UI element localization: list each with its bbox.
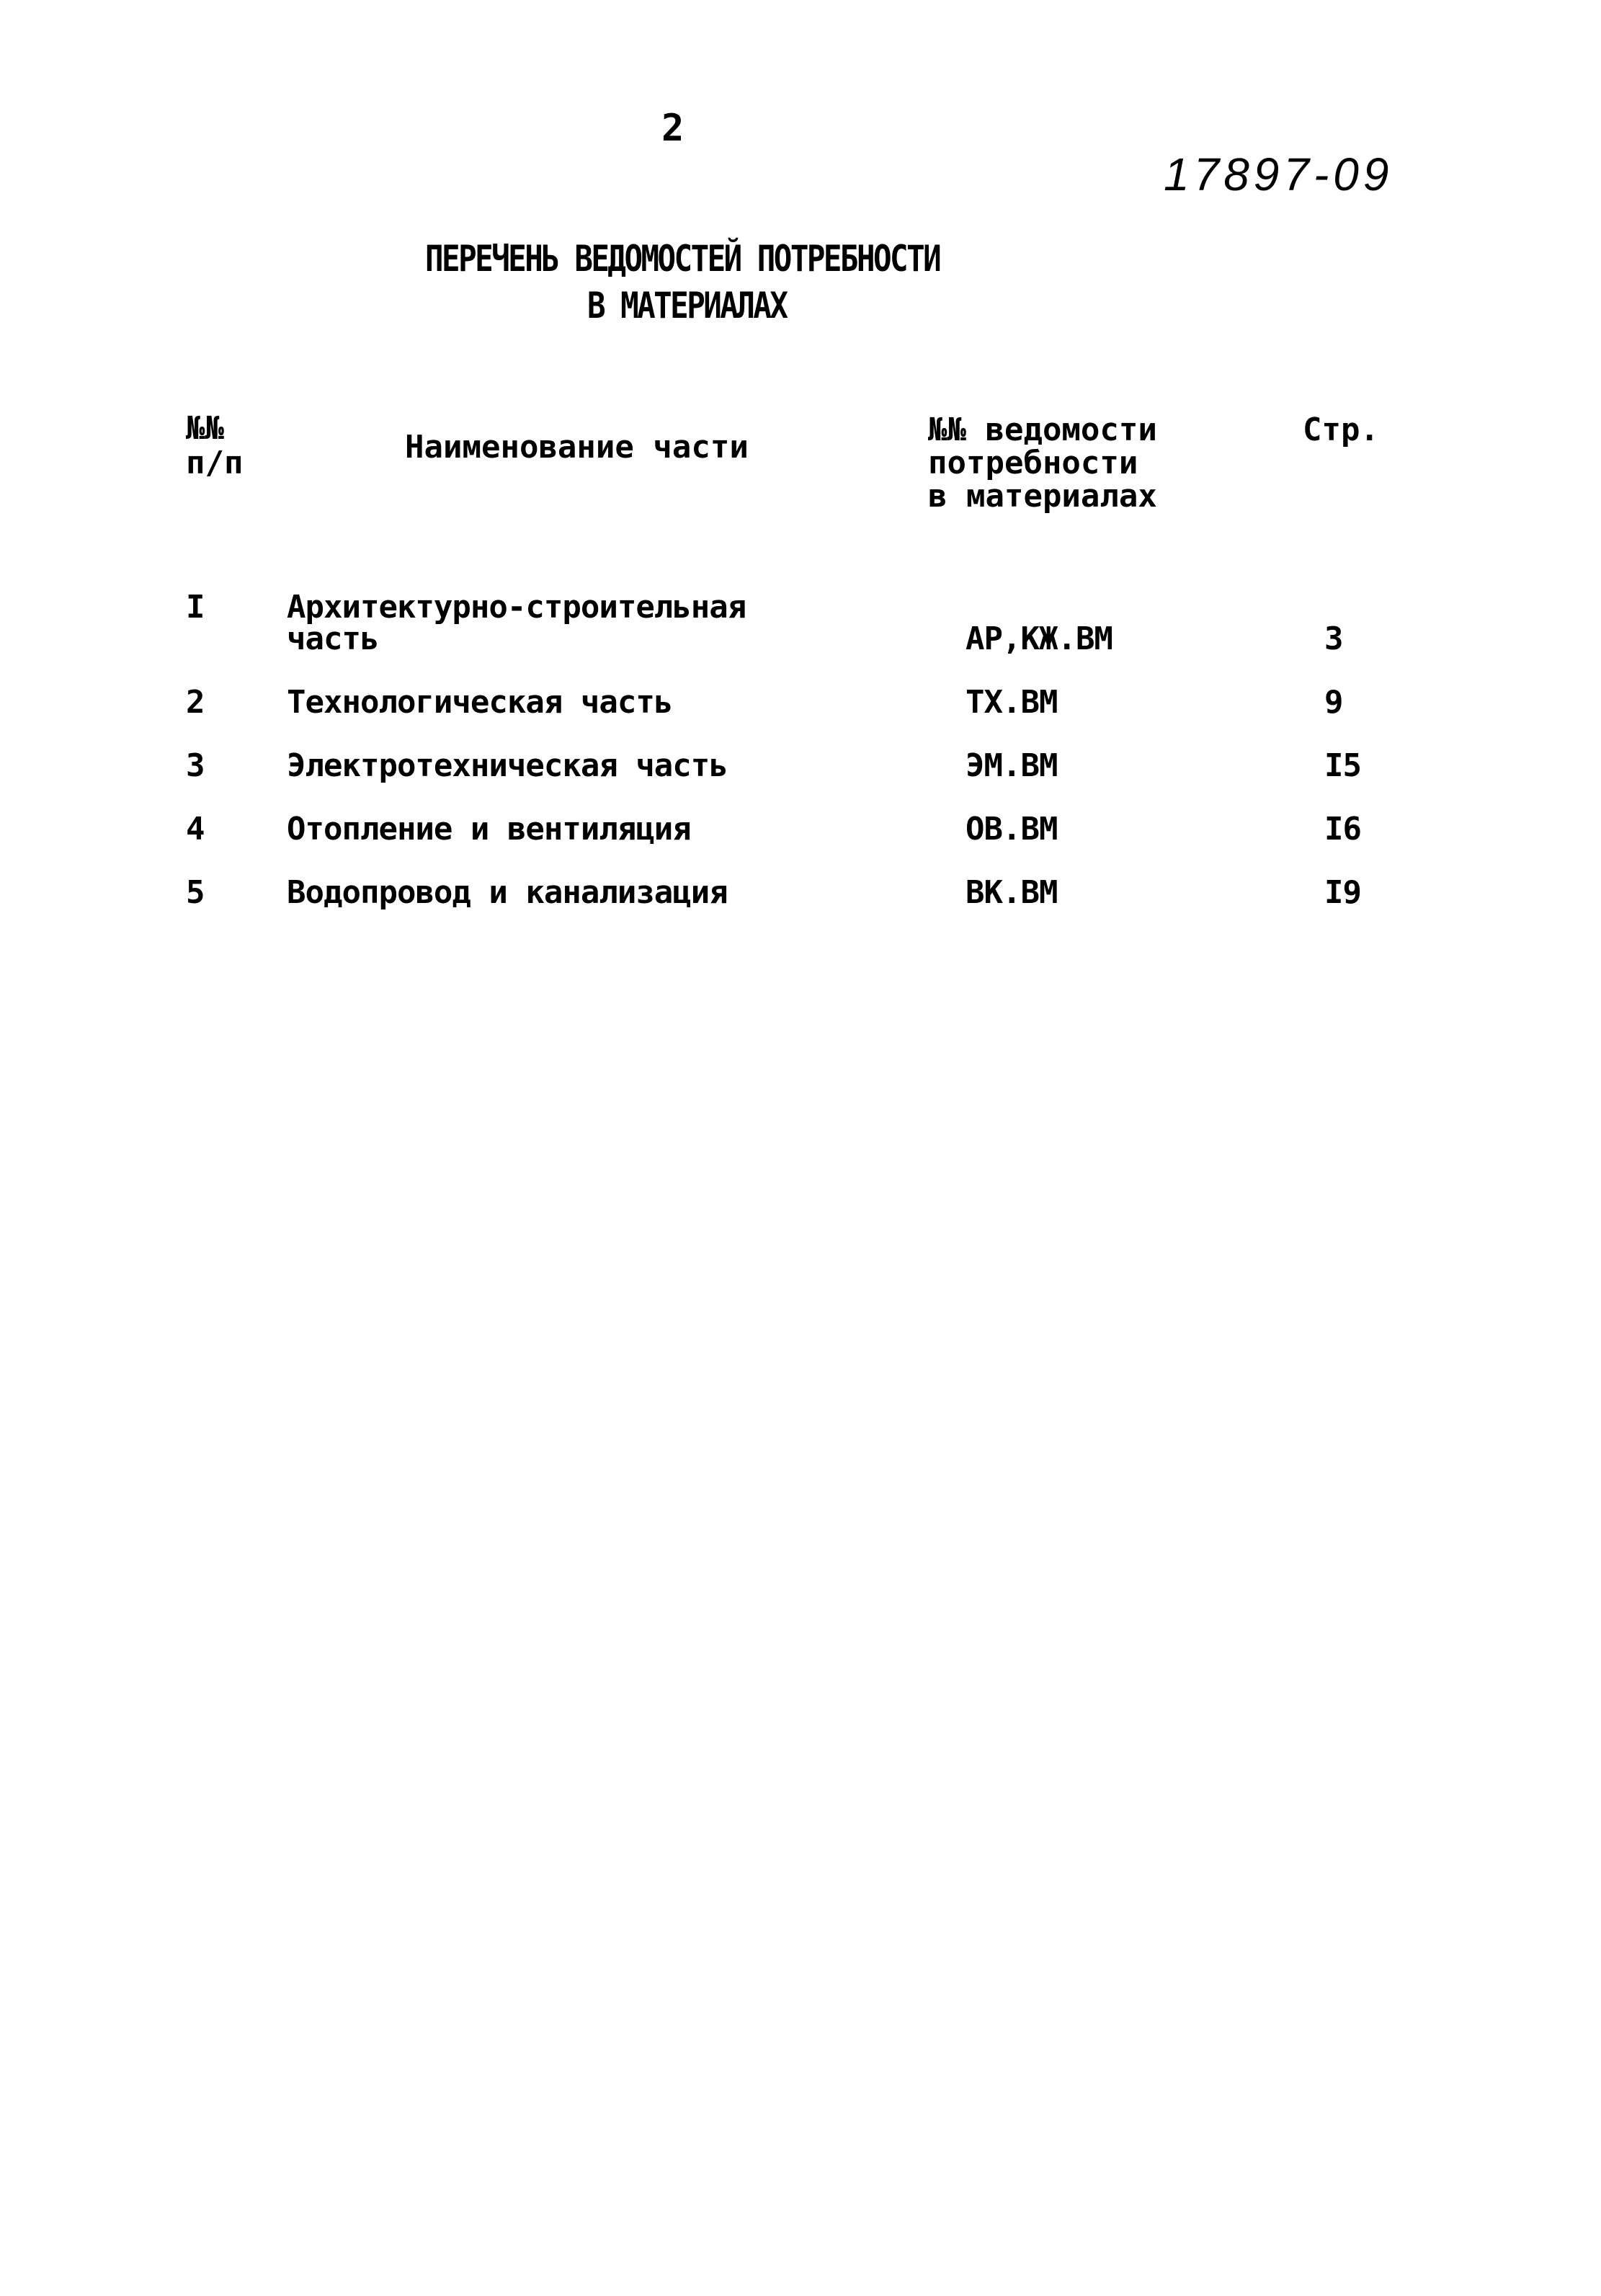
document-title-line1: ПЕРЕЧЕНЬ ВЕДОМОСТЕЙ ПОТРЕБНОСТИ xyxy=(425,238,940,280)
header-sheet-line2: потребности xyxy=(928,445,1138,481)
row-page: I9 xyxy=(1324,874,1361,911)
row-name: Технологическая часть xyxy=(287,684,673,721)
row-num: I xyxy=(186,589,205,626)
row-num: 2 xyxy=(186,684,205,721)
row-name: Электротехническая часть xyxy=(287,747,728,784)
document-stamp: 17897-09 xyxy=(1164,148,1393,200)
row-page: I5 xyxy=(1324,747,1361,784)
row-code: АР,КЖ.ВМ xyxy=(965,620,1112,657)
header-sheet-line3: в материалах xyxy=(928,478,1157,515)
row-page: 9 xyxy=(1324,684,1343,721)
header-page: Стр. xyxy=(1303,411,1379,448)
row-name: Архитектурно-строительная xyxy=(287,589,746,626)
header-num-line1: №№ xyxy=(186,410,224,447)
row-code: ВК.ВМ xyxy=(965,874,1058,911)
row-num: 3 xyxy=(186,747,205,784)
header-name: Наименование части xyxy=(405,429,749,466)
document-title-line2: В МАТЕРИАЛАХ xyxy=(587,285,787,326)
row-num: 4 xyxy=(186,811,205,847)
row-name: Водопровод и канализация xyxy=(287,874,728,911)
row-code: ОВ.ВМ xyxy=(965,811,1058,847)
row-code: ТХ.ВМ xyxy=(965,684,1058,721)
header-num-line2: п/п xyxy=(186,445,244,481)
page-number: 2 xyxy=(661,107,684,150)
row-name-cont: часть xyxy=(287,620,379,657)
row-page: I6 xyxy=(1324,811,1361,847)
header-sheet-line1: №№ ведомости xyxy=(928,411,1157,448)
row-page: 3 xyxy=(1324,620,1343,657)
row-code: ЭМ.ВМ xyxy=(965,747,1058,784)
row-num: 5 xyxy=(186,874,205,911)
row-name: Отопление и вентиляция xyxy=(287,811,691,847)
